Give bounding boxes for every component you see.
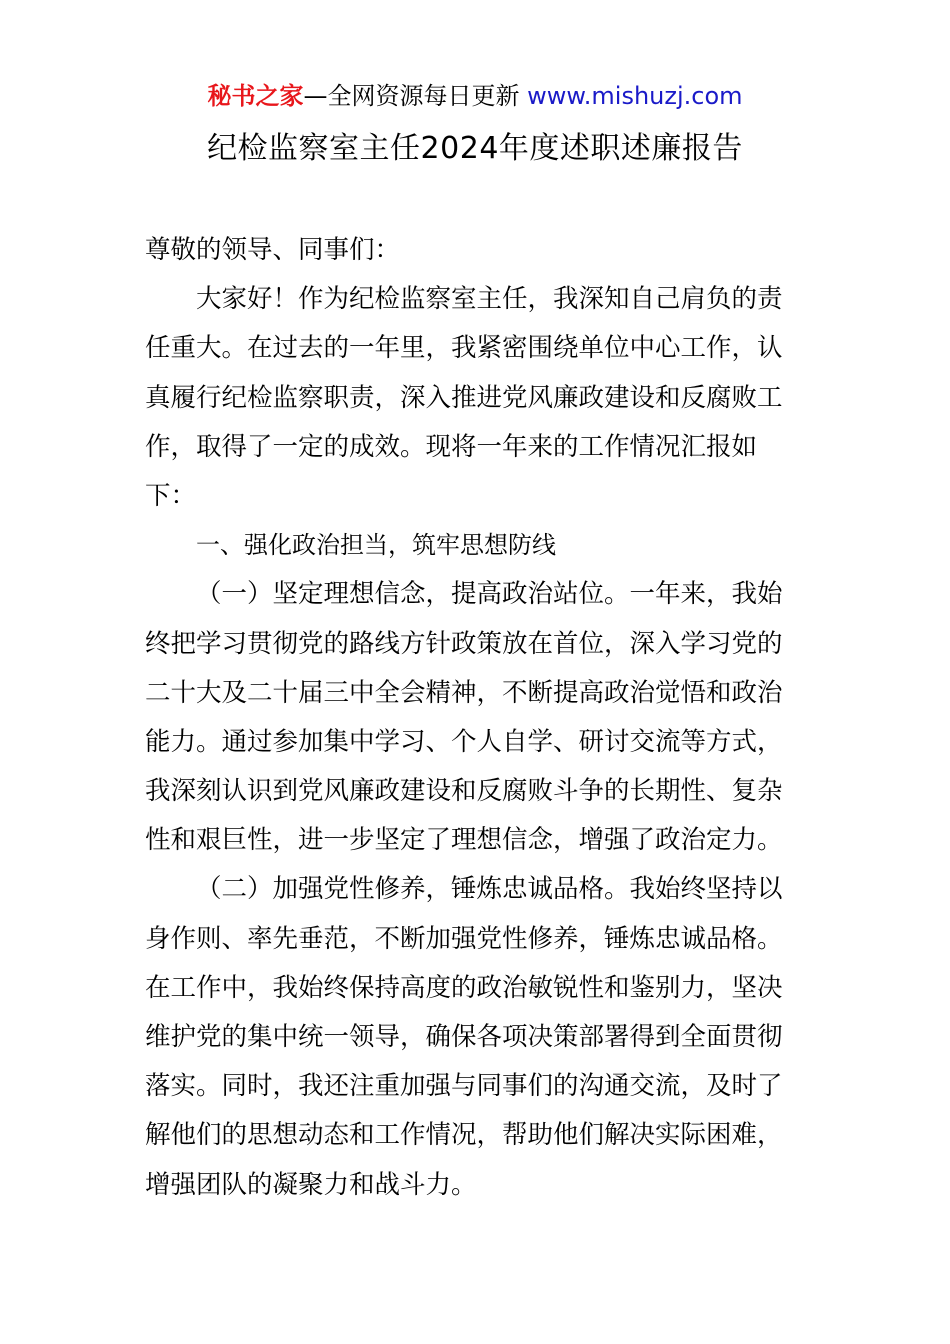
paragraph-line: 作，取得了一定的成效。现将一年来的工作情况汇报如: [145, 431, 758, 462]
paragraph-line: 终把学习贯彻党的路线方针政策放在首位，深入学习党的: [145, 628, 783, 659]
header-tagline: —全网资源每日更新: [303, 82, 528, 110]
paragraph-line: （一）坚定理想信念，提高政治站位。一年来，我始: [196, 579, 783, 610]
paragraph-line: 能力。通过参加集中学习、个人自学、研讨交流等方式，: [145, 726, 783, 757]
paragraph-line: 解他们的思想动态和工作情况，帮助他们解决实际困难，: [145, 1120, 783, 1151]
paragraph-line: 身作则、率先垂范，不断加强党性修养，锤炼忠诚品格。: [145, 923, 783, 954]
paragraph-line: 大家好！作为纪检监察室主任，我深知自己肩负的责: [196, 284, 783, 315]
body-lines: [145, 275, 810, 1210]
paragraph-line: 任重大。在过去的一年里，我紧密围绕单位中心工作，认: [145, 333, 783, 364]
paragraph-line: 二十大及二十届三中全会精神，不断提高政治觉悟和政治: [145, 677, 783, 708]
brand-name: 秘书之家: [207, 82, 304, 110]
paragraph-line: 我深刻认识到党风廉政建设和反腐败斗争的长期性、复杂: [145, 776, 783, 807]
site-url-link[interactable]: www.mishuzj.com: [527, 82, 743, 110]
document-body: [145, 226, 810, 1210]
paragraph-line: 增强团队的凝聚力和战斗力。: [145, 1169, 477, 1200]
section-heading: 一、强化政治担当，筑牢思想防线: [196, 531, 556, 560]
paragraph-line: 维护党的集中统一领导，确保各项决策部署得到全面贯彻: [145, 1022, 783, 1052]
paragraph-line: 下：: [145, 480, 197, 511]
paragraph-line: 性和艰巨性，进一步坚定了理想信念，增强了政治定力。: [145, 825, 783, 856]
paragraph-line: 真履行纪检监察职责，深入推进党风廉政建设和反腐败工: [145, 382, 783, 413]
paragraph-line: 落实。同时，我还注重加强与同事们的沟通交流，及时了: [145, 1071, 783, 1102]
site-header: [0, 78, 950, 114]
paragraph-line: 在工作中，我始终保持高度的政治敏锐性和鉴别力，坚决: [145, 972, 783, 1003]
salutation: 尊敬的领导、同事们：: [145, 235, 401, 265]
document-title: 纪检监察室主任2024年度述职述廉报告: [207, 131, 743, 166]
paragraph-line: （二）加强党性修养，锤炼忠诚品格。我始终坚持以: [196, 874, 783, 905]
